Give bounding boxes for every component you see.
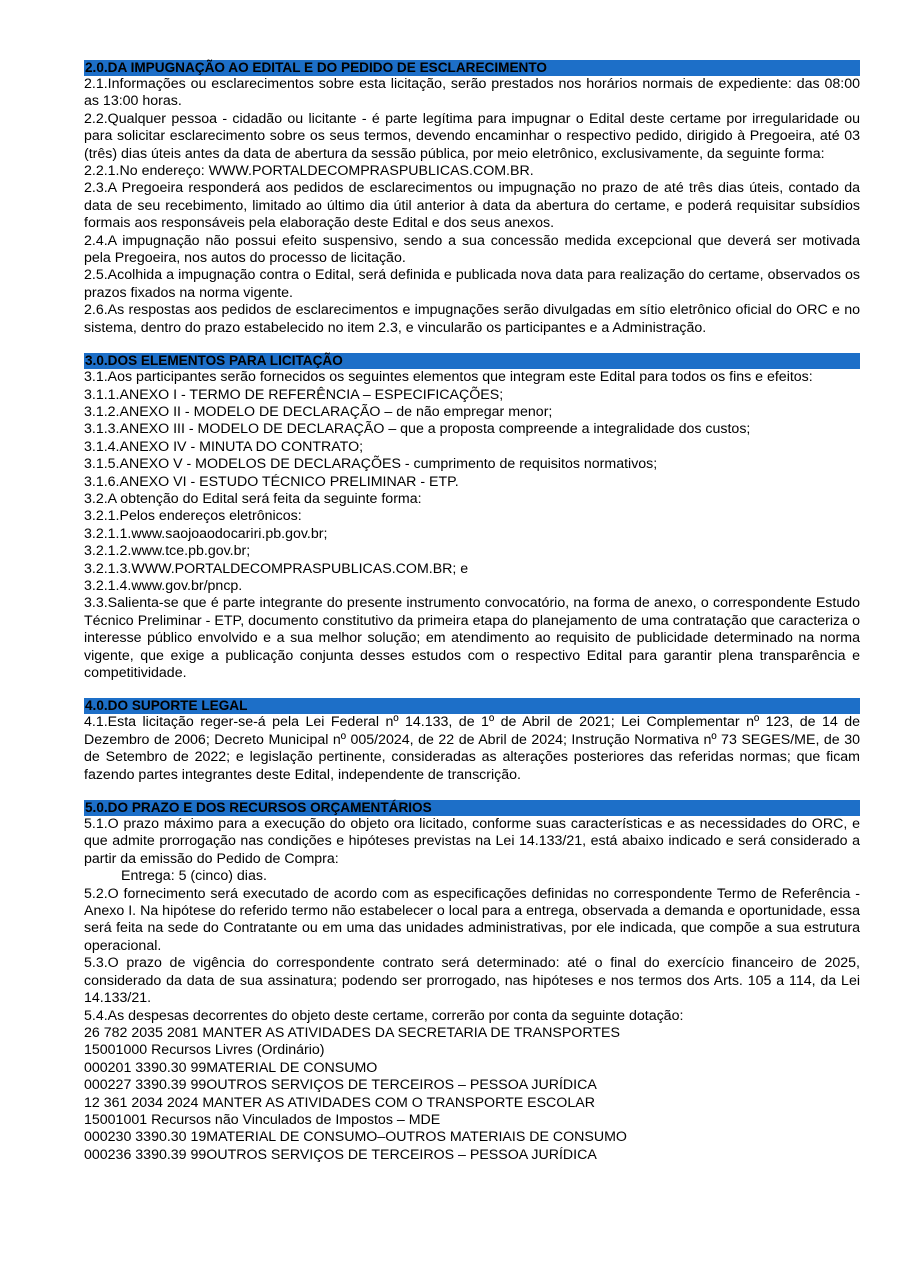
paragraph: 2.4.A impugnação não possui efeito suspensivo, sendo a sua concessão medida excepcional que deverá ser motivada pela Pregoeira, nos autos do processo de licitação. [84, 232, 860, 267]
paragraph: 4.1.Esta licitação reger-se-á pela Lei Federal nº 14.133, de 1º de Abril de 2021; Lei Complementar nº 123, de 14 de Dezembro de 2006; Decreto Municipal nº 005/2024, de 22 de Abril de 2024; Instrução Normativa nº 73 SEGES/ME, de 30 de Setembro de 2022; e legislação pertinente, consideradas as alterações posteriores das referidas normas; que ficam fazendo partes integrantes deste Edital, independente de transcrição. [84, 714, 860, 783]
list-item: 3.2.A obtenção do Edital será feita da seguinte forma: [84, 490, 422, 507]
paragraph: 3.3.Salienta-se que é parte integrante do presente instrumento convocatório, na forma de anexo, o correspondente Estudo Técnico Preliminar - ETP, documento constitutivo da primeira etapa do planejamento de uma contratação que caracteriza o interesse público envolvido e a sua melhor solução; em atendimento ao requisito de publicidade determinado na norma vigente, que exige a publicação conjunta desses estudos com o respectivo Edital para garantir plena transparência e competitividade. [84, 595, 860, 681]
document-page [84, 60, 860, 1164]
list-item: 3.1.3.ANEXO III - MODELO DE DECLARAÇÃO – que a proposta compreende a integralidade dos custos; [84, 421, 751, 438]
paragraph: 2.2.1.No endereço: WWW.PORTALDECOMPRASPUBLICAS.COM.BR. [84, 163, 534, 180]
section-prazo-recursos [84, 800, 860, 1164]
section-elementos [84, 353, 860, 682]
list-item: 3.1.6.ANEXO VI - ESTUDO TÉCNICO PRELIMINAR - ETP. [84, 473, 459, 490]
delivery-term: Entrega: 5 (cinco) dias. [121, 868, 267, 885]
section-impugnacao [84, 60, 860, 337]
list-item: 3.1.1.ANEXO I - TERMO DE REFERÊNCIA – ESPECIFICAÇÕES; [84, 386, 504, 403]
section-suporte-legal [84, 698, 860, 784]
list-item: 3.2.1.4.www.gov.br/pncp. [84, 577, 243, 594]
section-heading: 2.0.DA IMPUGNAÇÃO AO EDITAL E DO PEDIDO DE ESCLARECIMENTO [84, 60, 860, 76]
budget-line: 26 782 2035 2081 MANTER AS ATIVIDADES DA SECRETARIA DE TRANSPORTES [84, 1024, 620, 1041]
list-item: 3.1.5.ANEXO V - MODELOS DE DECLARAÇÕES - cumprimento de requisitos normativos; [84, 456, 658, 473]
section-heading: 3.0.DOS ELEMENTOS PARA LICITAÇÃO [84, 353, 860, 369]
list-item: 3.2.1.Pelos endereços eletrônicos: [84, 508, 302, 525]
list-item: 3.2.1.2.www.tce.pb.gov.br; [84, 543, 251, 560]
budget-line: 000236 3390.39 99OUTROS SERVIÇOS DE TERCEIROS – PESSOA JURÍDICA [84, 1146, 597, 1163]
paragraph: 2.1.Informações ou esclarecimentos sobre esta licitação, serão prestados nos horários normais de expediente: das 08:00 as 13:00 horas. [84, 76, 860, 110]
list-item: 3.2.1.3.WWW.PORTALDECOMPRASPUBLICAS.COM.BR; e [84, 560, 469, 577]
paragraph: 5.3.O prazo de vigência do correspondente contrato será determinado: até o final do exercício financeiro de 2025, considerado da data de sua assinatura; podendo ser prorrogado, nas hipóteses e nos termos dos Arts. 105 a 114, da Lei 14.133/21. [84, 955, 860, 1007]
budget-line: 15001001 Recursos não Vinculados de Impostos – MDE [84, 1111, 441, 1128]
budget-line: 12 361 2034 2024 MANTER AS ATIVIDADES COM O TRANSPORTE ESCOLAR [84, 1094, 595, 1111]
paragraph: 3.1.Aos participantes serão fornecidos os seguintes elementos que integram este Edital para todos os fins e efeitos: [84, 369, 813, 386]
paragraph: 5.4.As despesas decorrentes do objeto deste certame, correrão por conta da seguinte dotação: [84, 1007, 684, 1024]
budget-line: 000230 3390.30 19MATERIAL DE CONSUMO–OUTROS MATERIAIS DE CONSUMO [84, 1129, 627, 1146]
paragraph: 5.2.O fornecimento será executado de acordo com as especificações definidas no correspondente Termo de Referência - Anexo I. Na hipótese do referido termo não estabelecer o local para a entrega, observada a demanda e oportunidade, essa será feita na sede do Contratante ou em uma das unidades administrativas, por ele indicada, que compõe a sua estrutura operacional. [84, 885, 860, 954]
budget-line: 000201 3390.30 99MATERIAL DE CONSUMO [84, 1059, 378, 1076]
section-heading: 5.0.DO PRAZO E DOS RECURSOS ORÇAMENTÁRIOS [84, 800, 860, 816]
paragraph: 2.5.Acolhida a impugnação contra o Edital, será definida e publicada nova data para realização do certame, observados os prazos fixados na norma vigente. [84, 267, 860, 301]
list-item: 3.1.2.ANEXO II - MODELO DE DECLARAÇÃO – de não empregar menor; [84, 403, 553, 420]
budget-line: 15001000 Recursos Livres (Ordinário) [84, 1042, 325, 1059]
paragraph: 2.2.Qualquer pessoa - cidadão ou licitante - é parte legítima para impugnar o Edital deste certame por irregularidade ou para solicitar esclarecimento sobre os seus termos, devendo encaminhar o respectivo pedido, dirigido à Pregoeira, até 03 (três) dias úteis antes da data de abertura da sessão pública, por meio eletrônico, exclusivamente, da seguinte forma: [84, 110, 860, 162]
budget-line: 000227 3390.39 99OUTROS SERVIÇOS DE TERCEIROS – PESSOA JURÍDICA [84, 1077, 597, 1094]
paragraph: 5.1.O prazo máximo para a execução do objeto ora licitado, conforme suas características e as necessidades do ORC, e que admite prorrogação nas condições e hipóteses previstas na Lei 14.133/21, está abaixo indicado e será considerado a partir da emissão do Pedido de Compra: [84, 816, 860, 867]
paragraph: 2.6.As respostas aos pedidos de esclarecimentos e impugnações serão divulgadas em sítio eletrônico oficial do ORC e no sistema, dentro do prazo estabelecido no item 2.3, e vincularão os participantes e a Administração. [84, 302, 860, 336]
list-item: 3.1.4.ANEXO IV - MINUTA DO CONTRATO; [84, 438, 364, 455]
section-heading: 4.0.DO SUPORTE LEGAL [84, 698, 860, 714]
paragraph: 2.3.A Pregoeira responderá aos pedidos de esclarecimentos ou impugnação no prazo de até três dias úteis, contado da data de seu recebimento, limitado ao último dia útil anterior à data da abertura do certame, e poderá requisitar subsídios formais aos responsáveis pela elaboração deste Edital e dos seus anexos. [84, 180, 860, 232]
list-item: 3.2.1.1.www.saojoaodocariri.pb.gov.br; [84, 525, 328, 542]
